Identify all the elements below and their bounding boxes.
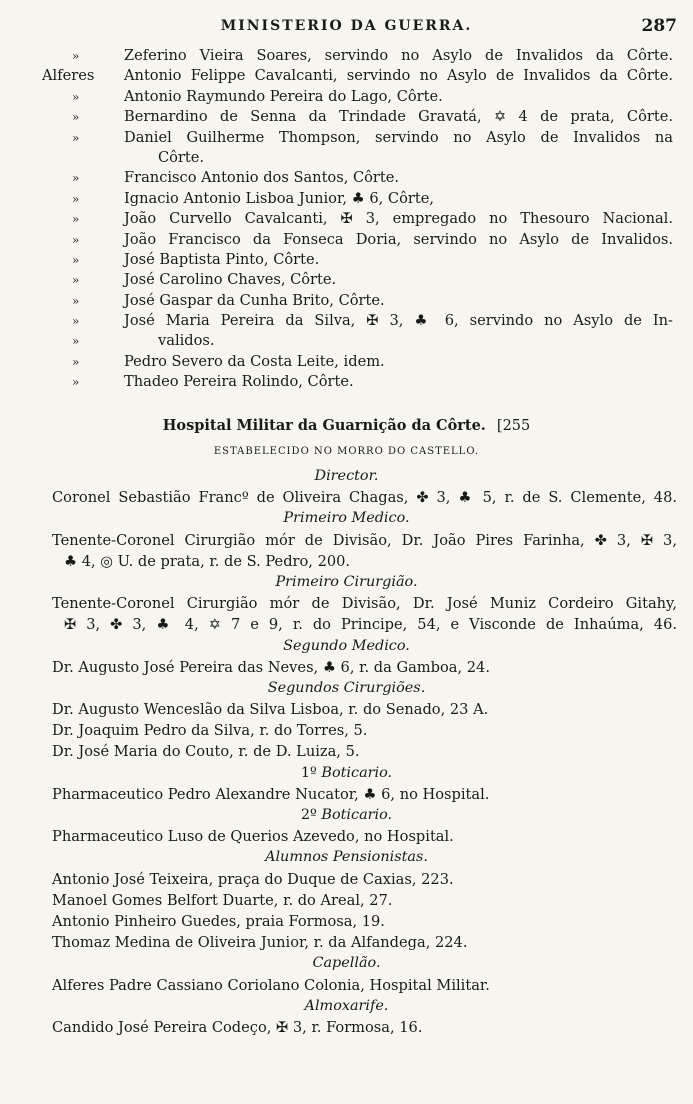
role-heading [0, 996, 693, 1017]
personnel-row [0, 46, 693, 66]
ditto-mark: » [72, 314, 80, 329]
personnel-entry: Francisco Antonio dos Santos, Côrte. [124, 169, 400, 187]
ditto-mark: » [72, 273, 80, 288]
role-heading [0, 805, 693, 826]
staff-entry-line [0, 869, 693, 890]
personnel-row [0, 372, 693, 392]
role-heading [0, 763, 693, 784]
role-heading-text: Segundos Cirurgiões. [267, 679, 426, 696]
staff-entry: Dr. José Maria do Couto, r. de D. Luiza, 5. [52, 743, 360, 761]
personnel-entry: Antonio Felippe Cavalcanti, servindo no Asylo de Invalidos da Côrte. [124, 67, 673, 85]
staff-entry: Thomaz Medina de Oliveira Junior, r. da Alfandega, 224. [52, 934, 468, 952]
staff-entry-line [0, 911, 693, 932]
ordinal-prefix: 2º [300, 807, 317, 823]
role-heading [0, 466, 693, 487]
staff-entry: Dr. Augusto Wenceslão da Silva Lisboa, r. do Senado, 23 A. [52, 701, 489, 719]
staff-entry: Manoel Gomes Belfort Duarte, r. do Areal, 27. [52, 891, 393, 909]
ditto-mark: » [72, 110, 80, 125]
personnel-row [0, 209, 693, 229]
staff-entry-line [0, 932, 693, 953]
personnel-row [0, 107, 693, 127]
personnel-row [0, 87, 693, 107]
role-heading [0, 847, 693, 868]
role-heading-text: Alumnos Pensionistas. [265, 849, 428, 866]
ditto-mark: » [72, 293, 80, 308]
personnel-entry: Antonio Raymundo Pereira do Lago, Côrte. [124, 87, 443, 105]
personnel-row [0, 189, 693, 209]
staff-entry-line [0, 551, 693, 572]
ditto-mark: » [72, 130, 80, 145]
staff-entry: Antonio José Teixeira, praça do Duque de Caxias, 223. [52, 870, 454, 888]
staff-entry-line [0, 530, 693, 551]
personnel-entry: Bernardino de Senna da Trindade Gravatá, ✡ 4 de prata, Côrte. [124, 108, 673, 126]
personnel-entry: João Curvello Cavalcanti, ✠ 3, empregado no Thesouro Nacional. [124, 210, 673, 228]
role-heading [0, 636, 693, 657]
ditto-mark: » [72, 252, 80, 267]
ditto-mark: » [72, 191, 80, 206]
personnel-entry: Zeferino Vieira Soares, servindo no Asylo de Invalidos da Côrte. [124, 47, 673, 64]
personnel-list [0, 46, 693, 393]
staff-entry: Antonio Pinheiro Guedes, praia Formosa, 19. [52, 912, 385, 930]
personnel-entry: Thadeo Pereira Rolindo, Côrte. [124, 373, 354, 391]
staff-entry-line [0, 487, 693, 508]
staff-entry-line [0, 593, 693, 614]
role-heading [0, 508, 693, 529]
role-heading-text: Capellão. [312, 955, 381, 972]
ditto-mark: » [72, 212, 80, 227]
personnel-entry: José Gaspar da Cunha Brito, Côrte. [124, 291, 385, 309]
role-heading [0, 572, 693, 593]
staff-entry: Pharmaceutico Pedro Alexandre Nucator, ♣ 6, no Hospital. [52, 785, 490, 803]
staff-entry: Dr. Joaquim Pedro da Silva, r. do Torres, 5. [52, 722, 368, 740]
staff-entry: Alferes Padre Cassiano Coriolano Colonia, Hospital Militar. [52, 976, 490, 994]
role-heading-text: Primeiro Cirurgião. [275, 573, 418, 590]
section-number: [255 [496, 418, 531, 434]
personnel-row [0, 311, 693, 331]
staff-entry: Coronel Sebastião Francº de Oliveira Chagas, ✤ 3, ♣ 5, r. de S. Clemente, 48. [52, 489, 677, 507]
role-heading-label: Boticario. [321, 807, 393, 823]
staff-entry-line [0, 699, 693, 720]
ditto-mark: » [72, 354, 80, 369]
ordinal-prefix: 1º [300, 764, 317, 781]
section-title-text: Hospital Militar da Guarnição da Côrte. [162, 417, 486, 434]
personnel-entry: José Carolino Chaves, Côrte. [124, 271, 337, 289]
staff-entry-line [0, 614, 693, 635]
personnel-row [0, 291, 693, 311]
personnel-row [0, 270, 693, 290]
personnel-row [0, 250, 693, 270]
personnel-entry: validos. [158, 332, 215, 350]
running-title: MINISTERIO DA GUERRA. [220, 18, 473, 34]
staff-entry-line [0, 890, 693, 911]
role-heading-text [0, 763, 693, 784]
personnel-entry: Pedro Severo da Costa Leite, idem. [124, 352, 385, 370]
personnel-row [0, 148, 693, 168]
staff-entry-line [0, 657, 693, 678]
personnel-row [0, 168, 693, 188]
role-heading-text: Primeiro Medico. [283, 510, 410, 527]
role-heading-text [0, 805, 693, 826]
ditto-mark: » [72, 89, 80, 104]
personnel-row [0, 352, 693, 372]
staff-entry-line [0, 1017, 693, 1038]
personnel-entry: Daniel Guilherme Thompson, servindo no Asylo de Invalidos na [124, 128, 673, 146]
ditto-mark: » [72, 232, 80, 247]
ditto-mark: » [72, 375, 80, 390]
personnel-row [0, 331, 693, 351]
ditto-mark: » [72, 49, 80, 63]
staff-entry: ♣ 4, ◎ U. de prata, r. de S. Pedro, 200. [64, 552, 351, 570]
page-header [0, 18, 693, 40]
ditto-mark: » [72, 171, 80, 186]
staff-entry: ✠ 3, ✤ 3, ♣ 4, ✡ 7 e 9, r. do Principe, 54, e Visconde de Inhaúma, 46. [64, 616, 677, 634]
ditto-mark: » [72, 334, 80, 349]
personnel-entry: José Maria Pereira da Silva, ✠ 3, ♣ 6, servindo no Asylo de In- [124, 312, 673, 330]
staff-entry: Pharmaceutico Luso de Querios Azevedo, no Hospital. [52, 828, 454, 846]
staff-entry: Tenente-Coronel Cirurgião mór de Divisão, Dr. João Pires Farinha, ✤ 3, ✠ 3, [52, 531, 677, 549]
staff-entry-line [0, 784, 693, 805]
role-heading-text: Director. [314, 468, 379, 484]
role-heading-text: Segundo Medico. [283, 637, 410, 654]
staff-entry: Candido José Pereira Codeço, ✠ 3, r. Formosa, 16. [52, 1018, 423, 1036]
staff-entry: Tenente-Coronel Cirurgião mór de Divisão, Dr. José Muniz Cordeiro Gitahy, [52, 595, 677, 613]
staff-entry-line [0, 975, 693, 996]
section-subtitle: ESTABELECIDO NO MORRO DO CASTELLO. [213, 446, 480, 457]
personnel-entry: João Francisco da Fonseca Doria, servindo no Asylo de Invalidos. [124, 230, 673, 248]
staff-entry-line [0, 826, 693, 847]
role-heading-text: Almoxarife. [304, 997, 389, 1014]
role-heading-label: Boticario. [321, 764, 393, 781]
hospital-staff-list [0, 466, 693, 1038]
staff-entry: Dr. Augusto José Pereira das Neves, ♣ 6, r. da Gamboa, 24. [52, 658, 490, 676]
personnel-row [0, 66, 693, 86]
personnel-row [0, 230, 693, 250]
rank-label: Alferes [42, 67, 95, 85]
page-number: 287 [641, 16, 677, 36]
role-heading [0, 953, 693, 974]
personnel-row [0, 128, 693, 148]
role-heading [0, 678, 693, 699]
staff-entry-line [0, 720, 693, 741]
personnel-entry: Côrte. [158, 148, 205, 166]
staff-entry-line [0, 741, 693, 762]
section-title [0, 417, 693, 434]
personnel-entry: Ignacio Antonio Lisboa Junior, ♣ 6, Côrte, [124, 189, 434, 207]
personnel-entry: José Baptista Pinto, Côrte. [124, 250, 320, 268]
